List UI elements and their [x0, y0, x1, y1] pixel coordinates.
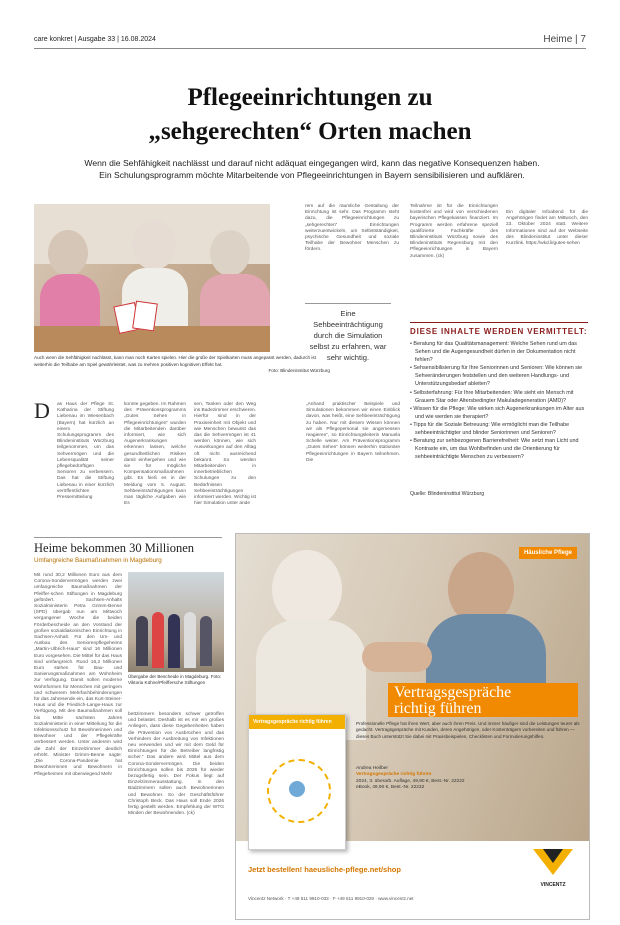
list-item: • Selbsterfahrung: Für Ihre Mitarbeitenden: Wie sieht ein Mensch mit Grauem Star oder Altersbedingter Makuladegeneration (AMD)?	[410, 389, 574, 404]
book-name: Vertragsgespräche richtig führen	[356, 772, 432, 778]
box2-column-2: bettzimmern besonders schwer getroffen und belastet. Deshalb ist es mir ein großes Anliegen, dass diese Gegebenheiten haben die Prävention von Ausbrüchen und das Verhindern der Ausbreitung von Infektionen neu verwenden und wir mit dem Geld für Einrichtungen für die Betreiber langfristig sicher.“ Das andere wird Mittel aus dem Corona-Sondervermögen. Die beiden Einrichtungen sollen bis 2026 für wieder bezugsfertig sein. Der Fokus liegt auf Einzelzimmerausstattung. In den Badzimmern sollen auch Bewohnerinnen und Bewohner. So der Geschäftsführer Christoph Beck. Das Haus soll Ende 2026 fertig gestellt werden. Empfehlung der WTG Minden der Bewohnenden. (ck)	[128, 712, 224, 817]
lead-line1: Wenn die Sehfähigkeit nachlässt und darauf nicht adäquat eingegangen wird, kann das negative Konsequenzen haben.	[84, 158, 540, 168]
section-page-number: Heime | 7	[543, 34, 586, 45]
pull-quote: Eine Sehbeeinträchtigung durch die Simulation selbst zu erfahren, war sehr wichtig.	[305, 303, 391, 363]
box2-photo	[128, 572, 224, 672]
article-title-line1: Pflegeeinrichtungen zu	[187, 84, 433, 111]
logo-text: VINCENTZ	[540, 882, 566, 888]
lead-line2: Ein Schulungsprogramm möchte Mitarbeitende von Pflegeeinrichtungen in Bayern sensibilisieren und aufklären.	[99, 170, 525, 180]
article-lead	[42, 157, 582, 181]
book-author: Andrea Heilber	[356, 766, 388, 771]
box2-subtitle: Umfangreiche Baumaßnahmen in Magdeburg	[34, 557, 162, 564]
page-header	[34, 34, 586, 49]
article-column-6: Teilnahme ist für die Einrichtungen kostenfrei und wird von verschiedenen bayerischen Pflegekassen finanziert. Im Programm werden erfahrene speziell qualifizierte Fachkräfte des Blindeninstituts Würzburg sowie des Blindeninstituts Regensburg mit den Pflegeeinrichtungen in Bayern zusammen. (ck)	[410, 204, 498, 259]
book-details: 2024, 3. überarb. Auflage, 49,90 €, Best.-Nr. 22222	[356, 778, 465, 784]
list-item: • Sehsensibilisierung für Ihre Seniorinnen und Senioren: Wie können sie Sehveränderungen feststellen und den weiteren Handlungs- und Unterstützungsbedarf ableiten?	[410, 365, 583, 388]
box2-photo-credit: Foto: Viktoria Kühne/Pfeiffersche Stiftungen	[128, 674, 222, 685]
article-column-5: „Anhand praktischer Beispiele und Simulationen bekommen wir einen Einblick davon, was heißt, eine Sehbeeinträchtigung zu haben. Nur mit diesem Wissen können wir als Pflegepersonal sie angemessen reagieren“, so Einrichtungsleiterin Manuela Schelle weiter. Am Präventionsprogramm „Gutes Sehen“ können weiterhin stationäre Pflegeeinrichtungen in Bayern teilnehmen. Die	[306, 402, 400, 463]
article-column-2: konnte gegeben. Im Rahmen des Präventionsprogramms „Gutes Sehen in Pflegeeinrichtungen“ wurden die Mitarbeitenden darüber informiert, wie sich Augenerkrankungen erkennen lassen, welche gesundheitlichen Risiken damit einhergehen und wie sie für mögliche Kompensationsmaßnahmen gibt. Es hieß es in der Meldung vom 5. August. Sehbeeinträchtigungen kann man tägliche Aufgaben wie Es	[124, 402, 186, 507]
box2-caption: Übergabe der Bescheide in Magdeburg. Foto: Viktoria Kühne/Pfeiffersche Stiftungen	[128, 674, 222, 685]
photo-caption	[34, 355, 330, 375]
info-box-list	[410, 340, 586, 461]
ad-book-info	[356, 766, 506, 791]
ad-banner: Vertragsgespräche richtig führen	[388, 683, 578, 717]
ad-book-cover	[248, 714, 346, 850]
box2-title: Heime bekommen 30 Millionen	[34, 537, 222, 556]
list-item: • Wissen für die Pflege: Wie wirken sich Augenerkrankungen im Alter aus und wie werden sie therapiert?	[410, 405, 585, 420]
vincentz-logo-icon	[531, 847, 575, 887]
caption-text: Auch wenn die Sehfähigkeit nachlässt, kann man noch Karten spielen. Hier die große der Spielkarten muss angepasst werden, dadurch ist weiterhin die Teilhabe am Spiel gewährleistet, was zu mehren positiven kognitiven Effekt hat.	[34, 355, 316, 367]
article-photo	[34, 204, 270, 352]
book-ebook: eBook, 49,90 €, Best.-Nr. 22232	[356, 784, 425, 790]
list-item: • Beratung für das Qualitätsmanagement: Welche Sehen rund um das Sehen und die Augengesundheit dürfen in der Dokumentation nicht fehlen?	[410, 341, 577, 364]
book-cover-title: Vertragsgespräche richtig führen	[249, 715, 345, 729]
ad-footer: Vincentz Network · T +49 511 9910-033 · F +49 511 9910-029 · www.vincentz.net	[248, 896, 414, 901]
ad-order-link[interactable]: Jetzt bestellen! haeusliche-pflege.net/shop	[248, 865, 401, 874]
advertisement[interactable]	[235, 533, 590, 920]
article-column-4: rem auf die räumliche Gestaltung der Einrichtung ist sehr. Das Programm steht dazu, die Pflegeeinrichtungen zu „sehgerechten“ Einrichtungen weiterzuentwickeln, um Selbstständigkeit, psychische Gesundheit und soziale Teilhabe der Bewohner Menschen zu fördern.	[305, 204, 399, 253]
photo-credit: Foto: Blindeninstitut Würzburg	[268, 368, 330, 373]
list-item: • Beratung zur sehbezogenen Barrierefreiheit: Wie setzt man Licht und Kontraste ein, um das Wohlbefinden und die Orientierung für sehbeeinträchtigte Menschen zu verbessern?	[410, 438, 579, 461]
article-title-line2: „sehgerechten“ Orten machen	[148, 118, 472, 145]
list-item: • Tipps für die Soziale Betreuung: Wie ermöglicht man die Teilhabe sehbeeinträchtigter und blinder Seniorinnen und Senioren?	[410, 421, 570, 437]
info-column: Ein digitaler Infoabend für die Angehörigen findet am Mittwoch, den 23. Oktober 2024 statt. Weitere Informationen sind auf der Webseite des Blindeninstitut unter dieser Kurzlink. https://wkd.li/gutes-sehen	[506, 210, 588, 247]
box2-column-1: Mit rund 30,2 Millionen Euro aus dem Corona-Sondervermögen werden zwei umfangreiche Baumaßnahmen der Pfeiffer-schen Stiftungen in Magdeburg gefördert. Sachsen-Anhalts Sozialministerin Petra Grimm-Benne (SPD) übergab nun am Mittwoch vergangener Woche die beiden Förderbescheide an den Vorstand der großen sozialdiakonischen Einrichtung in Sachsen-Anhalt. Für den Um- und Ausbau des Seniorenpflegeheims „Martin-Ulbrich-Haus“ sind 16 Millionen Euro vorgesehen. Die Mittel für das Haus sind umfangreich. Rund 16,2 Millionen Euro stehen für Bau- und Sanierungsmaßnahmen am Wohnheim zur Verfügung. Damit sollen moderne Wohnformen für Menschen mit geringem und schwerem Mehrfachbehinderungen für das Jahresende ein, das Kurt-Steiner-Haus und die Friedrich-Lange-Haus zur Verfügung. Mit den Baumaßnahmen soll bis Mitte nächsten Jahres Sozialministerin in einer Mitteilung für die Infektionsschutz für Bewohnerinnen und Bewohner und der Pflegekräfte verbessert werden. Unter anderem wird die Zahl der Einzelzimmer deutlich erhöht. Minister Grimm-Benne sagte: „Die Corona-Pandemie hat Bewohnerinnen und Bewohnern in Pflegeheimen mit überwiegend Mehr	[34, 573, 122, 777]
ad-tag: Häusliche Pflege	[519, 547, 577, 559]
article-column-3: sen, Tanken oder den Weg ins Badezimmer erschweren. Hierfür sind in der Praxiseinheit mit Objekt und wie Menschen bewusst das das die Sehvermögen ist 41 werden können, wie sich Auswirkungen auf den Alltag oft nicht ausreichend bekannt. So werden Mitarbeitenden in innerbetrieblichen Schulungen zu den Bedürfnissen Sehbeeinträchtigungen informiert werden. Wichtig ist hier Simulation unter ande	[194, 402, 256, 507]
info-box-heading: DIESE INHALTE WERDEN VERMITTELT:	[410, 322, 588, 336]
article-column-1: as Haus der Pflege St. Katharina der Stiftung Liebenau im Wiesenbach (Bayern) hat kürzlich an einem Schulungsprogramm des Blindeninstituts Würzburg teilgenommen, um das Sehvermögen und die Lebensqualität seiner pflegebedürftigen Senioren zu verbessern. Das hat die Stiftung Liebenau in einer kürzlich veröffentlichten Pressemitteilung	[57, 402, 114, 501]
info-box-source: Quelle: Blindeninstitut Würzburg	[410, 491, 485, 497]
issue-info: care konkret | Ausgabe 33 | 16.08.2024	[34, 36, 156, 43]
drop-cap: D	[34, 398, 50, 423]
ad-description: Professionelle Pflege hat ihren Wert, aber auch ihren Preis. Und immer häufiger sind die Leistungen teurer als gedacht. Vertragsgespräche mit Kunden, deren Angehörigen, oder Kostenträgern vorbereiten und führen — dieses Buch unterstützt Sie dabei mit Praxisbeispielen, Checklisten und Formulierungshilfen.	[356, 721, 580, 739]
